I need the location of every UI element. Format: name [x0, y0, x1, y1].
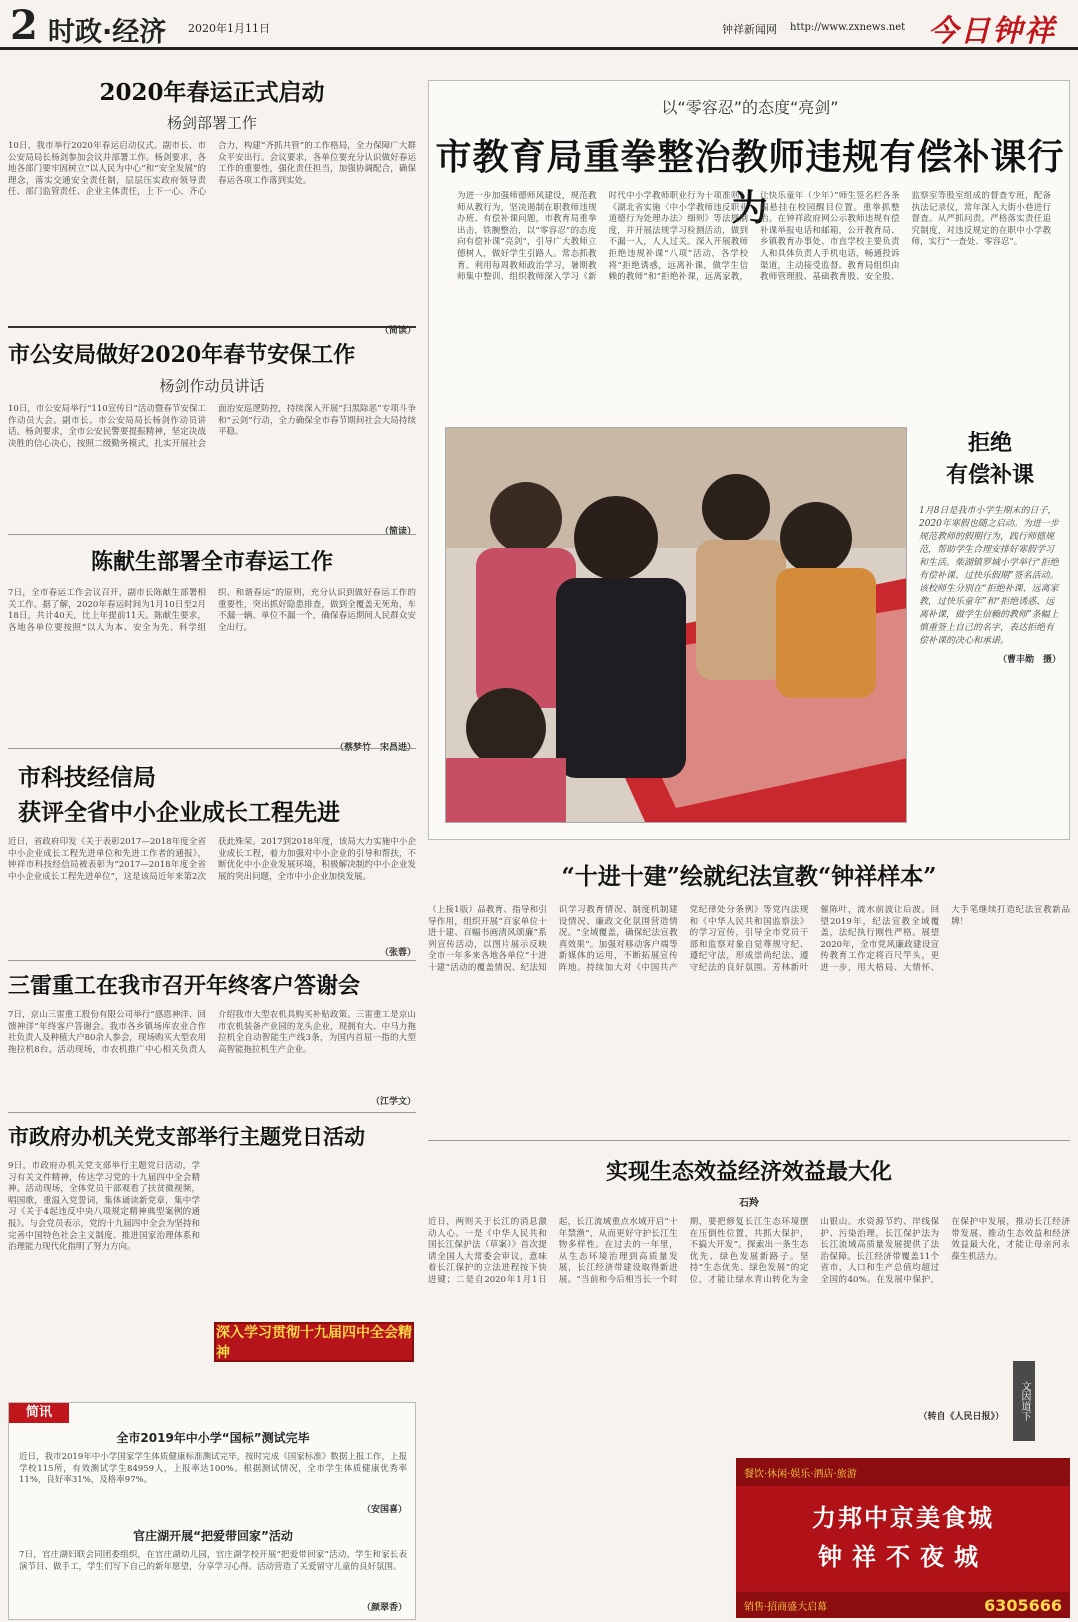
advertisement[interactable]	[736, 1458, 1070, 1618]
story-body: （上接1版）品教育、指导和引导作用，组织开展“百家单位十进十建、百幅书画清风颂廉”系列宣传活动，以图片展示反映全市一年多来各地各单位“十进十建”活动的覆盖情况、纪法知识学习教育情况、制度机制建设情况、廉政文化氛围营造情况。“全域覆盖，确保纪法宣教真效果”。加强对移动客户端等新媒体的运用，不断拓展宣传阵地。持续加大对《中国共产党纪律处分条例》等党内法规和《中华人民共和国监察法》的学习宣传，引导全市党员干部和监察对象自觉尊规守纪、遵纪守法，形成崇尚纪法、遵守纪法的良好氛围。芳林新叶催陈叶，流水前波让后波。回望2019年，纪法宣教全域覆盖，法纪执行刚性严格。展望2020年，全市党风廉政建设宣传教育工作定将百尺竿头，更进一步，用大格局、大情怀、大手笔继续打造纪法宣教新品牌！	[428, 905, 1070, 973]
story-police-security	[8, 326, 416, 537]
story-body: 近日，两则关于长江的消息激动人心。一是《中华人民共和国长江保护法（草案）》首次提请全国人大常委会审议，意味着长江保护的立法进程按下快进键；二是自2020年1月1日起，长江流域重点水域开启“十年禁渔”，从而更好守护长江生物多样性。在过去的一年里，从生态环境治理到高质量发展，长江经济带建设取得新进展。“当前和今后相当长一个时期，要把修复长江生态环境摆在压倒性位置，共抓大保护，不搞大开发”。探索出一条生态优先、绿色发展新路子。坚持“生态优先、绿色发展”的定位，才能让绿水青山转化为金山银山。水资源节约、岸线保护、污染治理，长江保护法为长江流域高质量发展提供了法治保障。长江经济带覆盖11个省市，人口和生产总值均超过全国的40%。在发展中保护，在保护中发展，推动长江经济带发展、推动生态效益和经济效益最大化，才能让母亲河永葆生机活力。	[428, 1217, 1070, 1285]
story-body: 10日，市公安局举行“110宣传日”活动暨春节安保工作动员大会。副市长、市公安局局长杨剑作动员讲话。杨剑要求，全市公安民警要提振精神，坚定决战决胜的信心决心，按照二级勤务模式，扎实开展社会面治安巡逻防控，持续深入开展“扫黑除恶”专项斗争和“云剑”行动，全力确保全市春节期间社会大局持续平稳。	[8, 404, 416, 449]
story-byline: （蔡梦竹 宋昌进）	[334, 743, 416, 753]
story-headline-line2: 获评全省中小企业成长工程先进	[18, 799, 340, 826]
brief-body: 7日，官庄湖妇联会同团委组织，在官庄湖幼儿园，官庄湖学校开展“把爱带回家”活动。学生和家长表演节目、做手工，学生们写下自己的新年愿望，分享学习心得。活动营造了关爱留守儿童的良好氛围。	[19, 1550, 407, 1572]
brief-byline: （颜翠香）	[361, 1603, 407, 1613]
section-title: 时政·经济	[48, 17, 167, 48]
story-headline: 实现生态效益经济效益最大化	[605, 1159, 892, 1185]
story-headline: 市政府办机关党支部举行主题党日活动	[8, 1124, 365, 1149]
issue-date: 2020年1月11日	[188, 22, 270, 35]
story-headline: 市公安局做好2020年春节安保工作	[8, 342, 356, 368]
story-tech-bureau	[8, 748, 416, 958]
story-body: 9日，市政府办机关党支部举行主题党日活动，学习有关文件精神，传达学习党的十九届四中全会精神。活动现场，全体党员干部观看了扶贫微视频，唱国歌，重温入党誓词，集体诵读新党章，集中学习《关于4起违反中央八项规定精神典型案例的通报》。与会党员表示，党的十九届四中全会为坚持和完善中国特色社会主义制度、推进国家治理体系和治理能力现代化指明了努力方向。	[8, 1161, 200, 1253]
feature-headline: 市教育局重拳整治教师违规有偿补课行为	[435, 137, 1065, 229]
story-headline: 三雷重工在我市召开年终客户答谢会	[8, 973, 361, 999]
site-url[interactable]: http://www.zxnews.net	[790, 22, 906, 33]
photo-credit: （曹丰勋 摄）	[997, 655, 1061, 665]
feature-kicker: 以“零容忍”的态度“亮剑”	[661, 98, 839, 117]
story-spring-travel	[8, 74, 416, 336]
story-subhead: 杨剑部署工作	[166, 114, 257, 132]
feature-body: 为进一步加强师德师风建设，规范教师从教行为，坚决遏制在职教师违规办班、有偿补课问题，市教育局重拳出击，铁腕整治，以“零容忍”的态度向有偿补课“亮剑”，引导广大教师立德树人，做好学生引路人。常态抓教育。利用每周教师政治学习，暑期教师集中整训、组织教师深入学习《新时代中小学教师职业行为十项准则》《湖北省实施〈中小学教师违反职业道德行为处理办法〉细则》等法规制度，并开展法规学习检测活动，做到不漏一人，人人过关。深入开展教师拒绝违规补课“八项”活动，各学校将“拒绝诱惑，远离补课，做学生信赖的教师”和“拒绝补课，远离家教，让快乐童年（少年）”师生签名栏各条幅悬挂在校园醒目位置。重拳抓整治。在钟祥政府网公示教师违规有偿补课举报电话和邮箱，公开教育局、乡镇教育办事处、市直学校主要负责人和具体负责人手机电话，畅通投诉渠道，主动接受监督。教育局组织由教师管理股、基础教育股、安全股、监察室等股室组成的督查专班，配备执法记录仪，常年深入大街小巷进行督查。从严抓问责。严格落实责任追究制度，对违反规定的在职中小学教师，实行“一查处、零容忍”。	[457, 191, 1051, 283]
ad-sales-text: 销售·招商盛大启幕	[744, 1601, 828, 1613]
ad-phone[interactable]: 6305666	[984, 1595, 1062, 1615]
story-body: 10日，我市举行2020年春运启动仪式。副市长、市公安局局长杨剑参加会议并部署工作。杨剑要求，各地各部门要牢固树立“以人民为中心”和“安全发展”的理念，落实交通安全责任制，层层压实政府领导责任、部门监管责任、企业主体责任，上下一心、齐心合力，构建“齐抓共管”的工作格局，全力保障广大群众平安出行。会议要求，各单位要充分认识做好春运工作的重要性，强化责任担当，加强协调配合，确保春运各项工作落到实处。	[8, 141, 416, 198]
brief-label: 简讯	[9, 1403, 69, 1423]
brief-title: 全市2019年中小学“国标”测试完毕	[116, 1431, 310, 1445]
caption-title-line1: 拒绝	[967, 430, 1012, 456]
feature-box-tutoring	[428, 80, 1070, 840]
story-headline-line1: 市科技经信局	[18, 764, 156, 791]
caption-title-line2: 有偿补课	[945, 462, 1034, 488]
story-chen-travel	[8, 534, 416, 753]
story-discipline	[428, 858, 1070, 1141]
caption-body: 1月8日是我市小学生期末的日子，2020年寒假也随之启动。为进一步规范教师的假期行为，践行师德规范，帮助学生合理安排好寒假学习和生活。柴湖镇罗城小学举行“拒绝有偿补课、过快乐假期”签名活动。该校师生分别在“拒绝补课、远离家教，过快乐童年”和“拒绝诱惑、远离补课，做学生信赖的教师”条幅上慎重签上自己的名字，表达拒绝有偿补课的决心和承诺。	[919, 506, 1059, 646]
photo-illustration	[446, 428, 907, 823]
story-ecology	[428, 1140, 1070, 1422]
story-byline: （江学文）	[370, 1097, 416, 1107]
story-body: 7日，京山三雷重工股份有限公司举行“感恩神洋、回馈神洋”年终客户答谢会。我市各乡镇场库农业合作社负责人及种植大户80余人参会，现场购买大型农用拖拉机8台。活动现场，市农机推广中心相关负责人介绍我市大型农机具购买补贴政策。三雷重工是京山市农机装备产业园的龙头企业，现拥有大、中马力拖拉机全自动智能生产线3条，为国内首屈一指的大型高智能拖拉机生产企业。	[8, 1010, 416, 1055]
brief-item-1	[19, 1429, 407, 1515]
ad-top-bar	[736, 1458, 1070, 1486]
story-byline: （简读）	[379, 326, 416, 336]
story-byline: （简读）	[379, 527, 416, 537]
story-body: 7日，全市春运工作会议召开，副市长陈献生部署相关工作。据了解，2020年春运时间为1月10日至2月18日，共计40天，比上年提前11天。陈献生要求，各地各单位要按照“以人为本、安全为先、科学组织、和谐春运”的原则，充分认识到做好春运工作的重要性，突出抓好隐患排查，做到全覆盖无死角，车不漏一辆、单位不漏一个，确保春运期间人民群众安全出行。	[8, 588, 416, 633]
party-banner: 深入学习贯彻十九届四中全会精神	[214, 1322, 414, 1362]
photo-caption-block	[919, 427, 1061, 823]
page-number: 2	[10, 2, 38, 49]
column-side-label: 文因道下	[1013, 1361, 1035, 1441]
story-byline: （张蓉）	[379, 948, 416, 958]
ad-bottom-bar	[736, 1592, 1070, 1618]
story-body: 近日，省政府印发《关于表彰2017—2018年度全省中小企业成长工程先进单位和先进工作者的通报》，钟祥市科技经信局被表彰为“2017—2018年度全省中小企业成长工程先进单位”，这是该局近年来第2次获此殊荣。2017到2018年度，该局大力实施中小企业成长工程，着力加强对中小企业的引导和帮扶，不断优化中小企业发展环境，积极解决制约中小企业发展的突出问题，全市中小企业加快发展。	[8, 837, 416, 882]
photo-signing-event	[445, 427, 907, 823]
ad-subtitle: 钟祥不夜城	[818, 1543, 988, 1571]
paper-logo: 今日钟祥	[928, 14, 1056, 49]
story-headline: “十进十建”绘就纪法宣教“钟祥样本”	[561, 863, 937, 890]
ad-title: 力邦中京美食城	[812, 1504, 994, 1532]
story-subhead: 杨剑作动员讲话	[159, 377, 265, 395]
story-headline: 2020年春运正式启动	[99, 79, 325, 106]
brief-item-2	[19, 1527, 407, 1613]
story-byline: （转自《人民日报》）	[918, 1412, 1004, 1422]
brief-title: 官庄湖开展“把爱带回家”活动	[133, 1529, 293, 1543]
ad-tagline: 餐饮·休闲·娱乐·酒店·旅游	[744, 1468, 857, 1480]
story-sanlei	[8, 960, 416, 1107]
site-name: 钟祥新闻网	[722, 23, 777, 36]
masthead	[0, 0, 1078, 50]
story-headline: 陈献生部署全市春运工作	[90, 549, 333, 575]
news-brief-box	[8, 1402, 416, 1620]
story-author: 石羚	[739, 1198, 759, 1209]
brief-body: 近日，我市2019年中小学国家学生体质健康标准测试完毕，按时完成《国家标准》数据上报工作，上报学校115所，有效测试学生84959人，上报率达100%。根据测试情况，全市学生体质健康优秀率11%，良好率31%，及格率97%。	[19, 1452, 407, 1486]
brief-byline: （安国喜）	[361, 1505, 407, 1515]
